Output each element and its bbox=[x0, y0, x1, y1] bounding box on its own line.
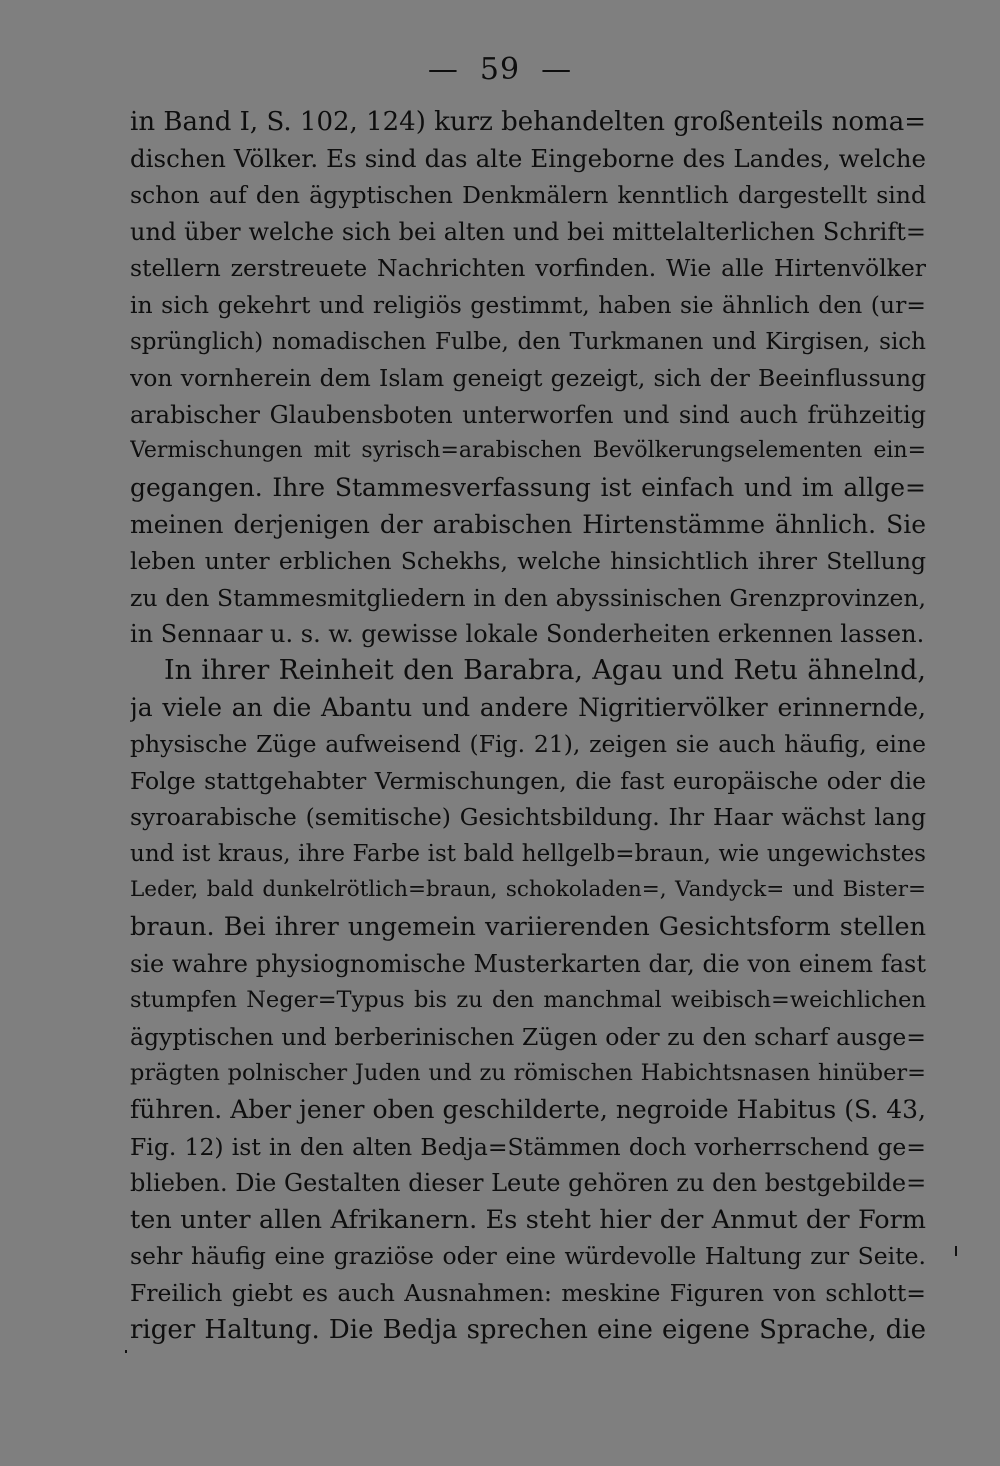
text-line: ägyptischen und berberinischen Zügen oder zu den scharf ausge= bbox=[130, 1022, 926, 1051]
text-line: Vermischungen mit syrisch=arabischen Bevölkerungselementen ein= bbox=[130, 438, 926, 464]
text-line: schon auf den ägyptischen Denkmälern kenntlich dargestellt sind bbox=[130, 181, 926, 210]
text-line: Folge stattgehabter Vermischungen, die fast europäische oder die bbox=[130, 766, 926, 795]
margin-mark bbox=[955, 1246, 957, 1256]
text-line: sie wahre physiognomische Musterkarten dar, die von einem fast bbox=[130, 949, 926, 978]
text-line: ten unter allen Afrikanern. Es steht hier der Anmut der Form bbox=[130, 1204, 926, 1235]
text-line: Fig. 12) ist in den alten Bedja=Stämmen doch vorherrschend ge= bbox=[130, 1132, 926, 1161]
page-number-header: — 59 — bbox=[427, 52, 573, 87]
margin-mark bbox=[125, 1350, 127, 1353]
text-line: sehr häufig eine graziöse oder eine würdevolle Haltung zur Seite. bbox=[130, 1242, 926, 1271]
text-line: meinen derjenigen der arabischen Hirtenstämme ähnlich. Sie bbox=[130, 509, 926, 539]
text-line: physische Züge aufweisend (Fig. 21), zeigen sie auch häufig, eine bbox=[130, 730, 926, 759]
text-line: in Band I, S. 102, 124) kurz behandelten großenteils noma= bbox=[130, 107, 926, 137]
text-line: Freilich giebt es auch Ausnahmen: meskine Figuren von schlott= bbox=[130, 1279, 926, 1307]
text-line: in Sennaar u. s. w. gewisse lokale Sonderheiten erkennen lassen. bbox=[130, 620, 925, 649]
text-line: gegangen. Ihre Stammesverfassung ist einfach und im allge= bbox=[130, 472, 926, 502]
text-line: riger Haltung. Die Bedja sprechen eine eigene Sprache, die bbox=[130, 1314, 926, 1345]
text-line: ja viele an die Abantu und andere Nigritiervölker erinnernde, bbox=[130, 692, 926, 722]
text-line: arabischer Glaubensboten unterworfen und sind auch frühzeitig bbox=[130, 400, 926, 429]
text-line: und über welche sich bei alten und bei mittelalterlichen Schrift= bbox=[130, 217, 926, 246]
text-line: sprünglich) nomadischen Fulbe, den Turkmanen und Kirgisen, sich bbox=[130, 328, 926, 355]
body-text bbox=[130, 104, 926, 1348]
text-line: dischen Völker. Es sind das alte Eingeborne des Landes, welche bbox=[130, 143, 926, 173]
text-line: Leder, bald dunkelrötlich=braun, schokoladen=, Vandyck= und Bister= bbox=[130, 877, 926, 903]
text-line: prägten polnischer Juden und zu römischen Habichtsnasen hinüber= bbox=[130, 1060, 926, 1087]
text-line: In ihrer Reinheit den Barabra, Agau und Retu ähnelnd, bbox=[164, 654, 926, 686]
text-line: von vornherein dem Islam geneigt gezeigt, sich der Beeinflussung bbox=[130, 364, 926, 393]
text-line: braun. Bei ihrer ungemein variierenden Gesichtsform stellen bbox=[130, 912, 926, 943]
text-line: und ist kraus, ihre Farbe ist bald hellgelb=braun, wie ungewichstes bbox=[130, 840, 926, 867]
text-line: führen. Aber jener oben geschilderte, negroide Habitus (S. 43, bbox=[130, 1095, 926, 1125]
text-line: leben unter erblichen Schekhs, welche hinsichtlich ihrer Stellung bbox=[130, 547, 926, 576]
text-line: blieben. Die Gestalten dieser Leute gehören zu den bestgebilde= bbox=[130, 1169, 926, 1198]
text-line: syroarabische (semitische) Gesichtsbildung. Ihr Haar wächst lang bbox=[130, 803, 926, 832]
text-line: stellern zerstreuete Nachrichten vorfinden. Wie alle Hirtenvölker bbox=[130, 254, 926, 283]
text-line: in sich gekehrt und religiös gestimmt, haben sie ähnlich den (ur= bbox=[130, 290, 926, 319]
text-line: stumpfen Neger=Typus bis zu den manchmal weibisch=weichlichen bbox=[130, 987, 926, 1014]
text-line: zu den Stammesmitgliedern in den abyssinischen Grenzprovinzen, bbox=[130, 583, 926, 612]
